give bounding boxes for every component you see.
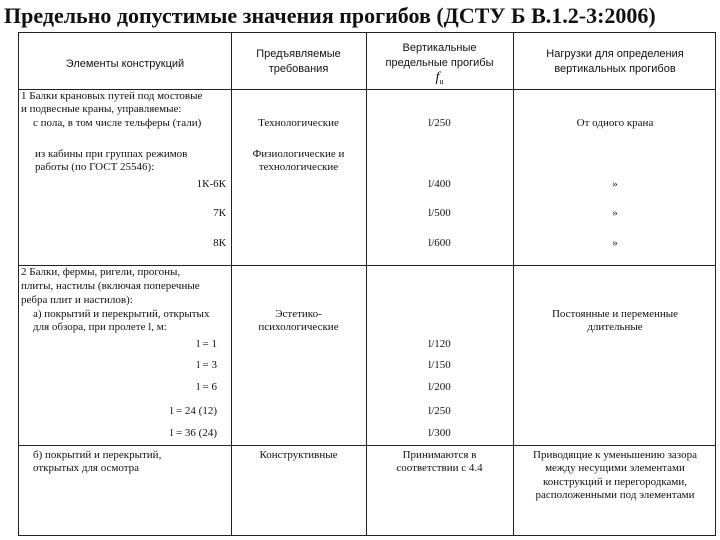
inspection-line1: б) покрытий и перекрытий, <box>33 449 162 461</box>
limit-value: l/300 <box>428 427 451 439</box>
limit-value: l/250 <box>428 117 451 129</box>
span-label: l = 24 (12) <box>170 405 217 417</box>
header-requirements-line1: Предъявляемые <box>256 48 341 60</box>
span-label: l = 36 (24) <box>170 427 217 439</box>
requirement-aesthetic-line1: Эстетико- <box>275 308 322 320</box>
header-elements: Элементы конструкций <box>65 58 185 70</box>
load-gap-line4: расположенными под элементами <box>535 489 695 501</box>
load-ditto: » <box>612 237 618 249</box>
crane-beams-line3: с пола, в том числе тельферы (тали) <box>33 117 202 129</box>
requirement-aesthetic-line2: психологические <box>258 321 339 333</box>
requirement-structural: Конструктивные <box>259 449 338 461</box>
row-divider <box>19 445 715 446</box>
limit-value-line2: соответствии с 4.4 <box>396 462 483 474</box>
requirement-technological: Технологические <box>258 117 339 129</box>
beams-line2: плиты, настилы (включая поперечные <box>21 280 200 292</box>
header-limits-line2: предельные прогибы <box>385 57 494 69</box>
open-view-line1: а) покрытий и перекрытий, открытых <box>33 308 210 320</box>
header-limits-line1: Вертикальные <box>402 42 477 54</box>
limit-value: l/400 <box>428 178 451 190</box>
mode-label: 1К-6К <box>196 178 226 190</box>
crane-beams-line2: и подвесные краны, управляемые: <box>21 103 182 115</box>
mode-label: 7К <box>213 207 226 219</box>
load-ditto: » <box>612 178 618 190</box>
beams-line1: 2 Балки, фермы, ригели, прогоны, <box>21 266 181 278</box>
deflection-table <box>18 32 716 536</box>
load-gap-line3: конструкций и перегородками, <box>542 476 688 488</box>
inspection-line2: открытых для осмотра <box>33 462 140 474</box>
open-view-line2: для обзора, при пролете l, м: <box>33 321 167 333</box>
header-requirements-line2: требования <box>268 63 329 75</box>
cab-line1: из кабины при группах режимов <box>35 148 188 160</box>
mode-label: 8К <box>213 237 226 249</box>
load-ditto: » <box>612 207 618 219</box>
limit-value: l/600 <box>428 237 451 249</box>
span-label: l = 3 <box>196 359 217 371</box>
cab-line2: работы (по ГОСТ 25546): <box>35 161 155 173</box>
limit-value: l/200 <box>428 381 451 393</box>
limit-value: l/500 <box>428 207 451 219</box>
requirement-physiological-line1: Физиологические и <box>252 148 345 160</box>
limit-value: l/120 <box>428 338 451 350</box>
span-label: l = 1 <box>196 338 217 350</box>
load-type: От одного крана <box>576 117 654 129</box>
limit-value: l/150 <box>428 359 451 371</box>
limit-value: l/250 <box>428 405 451 417</box>
requirement-physiological-line2: технологические <box>258 161 339 173</box>
header-loads-line1: Нагрузки для определения <box>546 48 684 60</box>
limit-value-line1: Принимаются в <box>402 449 477 461</box>
beams-line3: ребра плит и настилов): <box>21 294 133 306</box>
load-gap-line2: между несущими элементами <box>545 462 685 474</box>
load-gap-line1: Приводящие к уменьшению зазора <box>533 449 697 461</box>
load-type-line1: Постоянные и переменные <box>551 308 679 320</box>
header-limits-symbol: $f_u$ <box>435 70 444 87</box>
crane-beams-line1: 1 Балки крановых путей под мостовые <box>21 90 203 102</box>
span-label: l = 6 <box>196 381 217 393</box>
page-title: Предельно допустимые значения прогибов (ДСТУ Б В.1.2-3:2006) <box>4 3 656 28</box>
header-loads-line2: вертикальных прогибов <box>554 63 676 75</box>
load-type-line2: длительные <box>587 321 643 333</box>
